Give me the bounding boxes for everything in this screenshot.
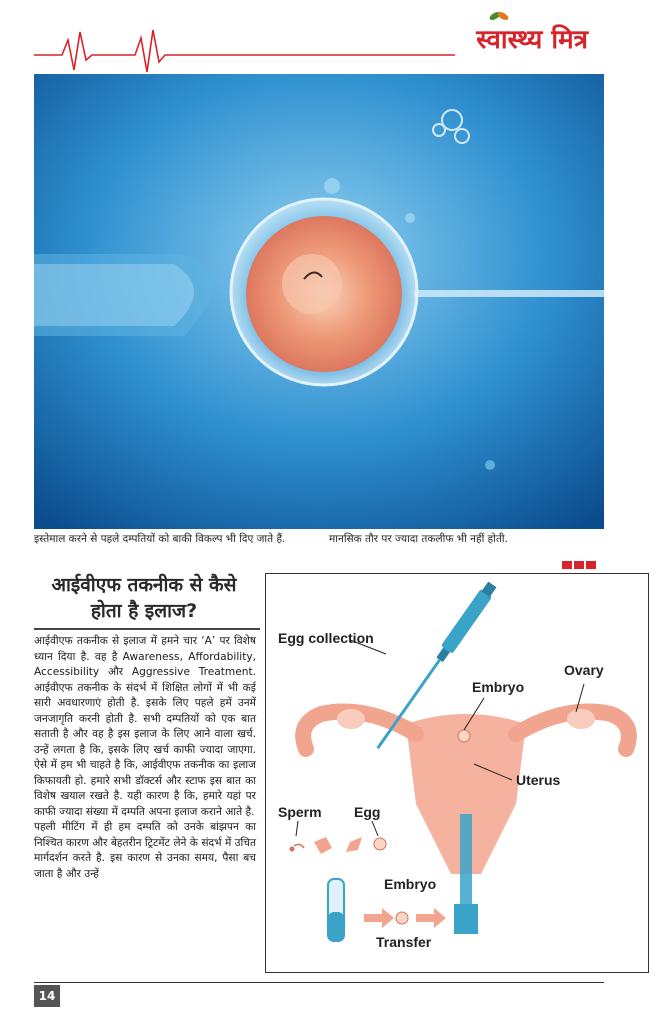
ivf-microscopy-photo [34,74,604,529]
label-embryo-top: Embryo [472,679,525,695]
brand-logo: स्वास्थ्य मित्र [476,25,588,55]
label-egg-collection: Egg collection [278,630,374,646]
caption-left-text: इस्तेमाल करने से पहले दम्पतियों को बाकी विकल्प भी दिए जाते हैं. [34,533,286,545]
page-number: 14 [34,985,60,1007]
section-end-marker [562,554,598,573]
article-headline [34,572,254,624]
caption-right-text: मानसिक तौर पर ज्यादा तकलीफ भी नहीं होती. [329,533,508,545]
label-embryo-bottom: Embryo [384,876,437,892]
ivf-process-diagram [265,573,649,973]
label-uterus: Uterus [516,772,561,788]
article-paragraph-1: आईवीएफ तकनीक से इलाज में हमने चार ‘A’ पर विशेष ध्यान दिया है. वह है Awareness, Affordability, Accessibility और Aggressive Treatment. आईवीएफ तकनीक के संदर्भ में शिक्षित लोगों में भी कई सारी अवधारणाएं होती है. इसके लिए पहले हमें उनमें जनजागृति करनी होती है. सभी दम्पतियों को एक बात सताती है और वह है इस इलाज के लिए आने वाला खर्च. उन्हें लगता है कि, इसके लिए खर्च काफी ज्यादा जाएगा. ऐसे में हम भी चाहते है कि, आईवीएफ तकनीक का इलाज किफायती हो. हमारे सभी डॉक्टर्स और स्टाफ इस बात का विशेष खयाल रखते है. यही कारण है कि, हमारे यहां पर काफी ज्यादा संख्या में दम्पति अपना इलाज कराने आते है. [34,635,256,818]
label-sperm: Sperm [278,804,322,820]
article-body [34,634,256,882]
headline-line-1: आईवीएफ तकनीक से कैसे [51,574,237,596]
label-transfer: Transfer [376,934,432,950]
headline-line-2: होता है इलाज? [90,600,198,622]
footer-divider [34,982,604,983]
article-paragraph-2: पहली मीटिंग में ही हम दम्पति को उनके बांझपन का निश्चित कारण और बेहतरीन ट्रिटमेंट लेने के संदर्भ में उचित मार्गदर्शन करते है. इस कारण से उनका समय, पैसा बच जाता है और उन्हें [34,821,256,880]
heartbeat-line-icon [0,0,470,80]
label-egg: Egg [354,804,381,820]
headline-divider [34,628,260,630]
label-ovary: Ovary [564,662,604,678]
